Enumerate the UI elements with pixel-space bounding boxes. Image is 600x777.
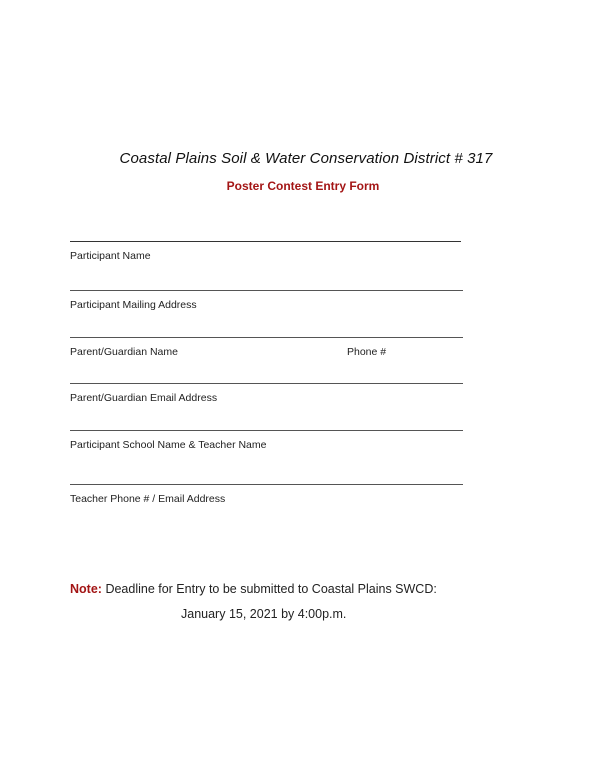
parent-guardian-name-line[interactable] bbox=[70, 337, 463, 338]
school-teacher-line[interactable] bbox=[70, 430, 463, 431]
note-text: Deadline for Entry to be submitted to Coastal Plains SWCD: bbox=[105, 582, 437, 596]
parent-guardian-email-label: Parent/Guardian Email Address bbox=[70, 392, 218, 404]
mailing-address-field[interactable] bbox=[70, 290, 463, 313]
mailing-address-label: Participant Mailing Address bbox=[70, 299, 197, 311]
teacher-contact-field[interactable] bbox=[70, 484, 463, 507]
participant-name-field[interactable] bbox=[70, 241, 461, 264]
parent-guardian-name-field[interactable] bbox=[70, 337, 463, 360]
note-label: Note: bbox=[70, 582, 102, 596]
deadline-note bbox=[70, 582, 437, 596]
form-title: Poster Contest Entry Form bbox=[226, 179, 380, 193]
organization-title: Coastal Plains Soil & Water Conservation District # 317 bbox=[119, 150, 493, 167]
mailing-address-line[interactable] bbox=[70, 290, 463, 291]
school-teacher-field[interactable] bbox=[70, 430, 463, 453]
parent-guardian-email-line[interactable] bbox=[70, 383, 463, 384]
participant-name-label: Participant Name bbox=[70, 250, 151, 262]
parent-guardian-name-label: Parent/Guardian Name bbox=[70, 346, 178, 358]
phone-label: Phone # bbox=[347, 346, 387, 358]
parent-guardian-email-field[interactable] bbox=[70, 383, 463, 406]
teacher-contact-line[interactable] bbox=[70, 484, 463, 485]
deadline-date: January 15, 2021 by 4:00p.m. bbox=[181, 607, 347, 621]
school-teacher-label: Participant School Name & Teacher Name bbox=[70, 439, 267, 451]
teacher-contact-label: Teacher Phone # / Email Address bbox=[70, 493, 226, 505]
participant-name-line[interactable] bbox=[70, 241, 461, 242]
